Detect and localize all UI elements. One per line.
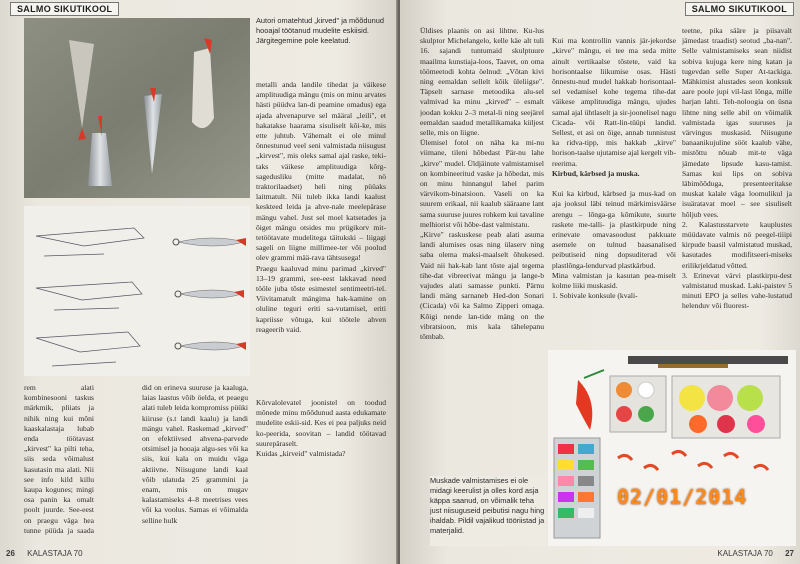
bottom-photo-caption: Muskade valmistamises ei ole midagi keerulist ja olles kord asja käppa saanud, on võimalik teha just niisuguseid peibutisi nagu hing ihaldab. Pildil vajalikud tööriistad ja materjalid.	[430, 476, 546, 546]
sketch-lure-2	[175, 290, 244, 298]
right-magazine-name: KALASTAJA 70	[717, 549, 773, 558]
left-column-3: Kõrvalolevatel joonistel on toodud mõnede minu mõõdunud aasta edukamate mudelite eskii-sid. Kes ei pea paljuks neid ko-peerida, soovitan – landid töötavad suurepäraselt. Kuidas „kirveid" valmistada?	[256, 398, 386, 459]
right-column-3: teetne, pika sääre ja piisavalt jämedast traadist) seotud „ba-nan". Selle valmistamiseks sean niidist sobiva kujuga kere ning katan ja tugevdan selle Super At-tackiga. Mähkimist alustades seon konksuk aare poole jupi vil-last lõnga, mille harjan lahti. Teh-noloogia on üsna lihtne ning selle abil on võimalik valmistada igas suuruses ja värvingus muskasid. Niisugune banaanikujuline sööt kaalub vähe, mistõttu nõuab mit-te väga jämedate lipsude kasu-tamist. Samas kui lips on sobiva läbimõõduga, presenteeritakse muskat kalale väga loomulikul ja isuäratavat moel – see sisuliselt hõljub vees. 2. Kalastusstarvete kauplustes müüdavate valmis nö peegel-tiiipi kirpude baasil valmistatud muskad, kasutades modifitseeri-miseks erilikrjeldatud võtted. 3. Erinevat värvi plastkirpu-dest valmistatud muskad. Laki-paistev 5 minuti EPO ja selles vahe-lustatud helenduv või fluorest-	[682, 26, 792, 311]
sketch-lure-3	[175, 342, 246, 350]
right-page	[400, 0, 800, 564]
right-column-1: Üldises plaanis on asi lihtne. Ku-lus skulptor Michelangelo, kelle käe alt tuli 16. sajandi tuntumaid skulptuure maailma kunstiaja-loos, Taavet, on oma töömeetodi kohta öelnud: „Võtan kivi ning eemaldan sellelt kõik üleliigse". Täpselt sarnase metoodika alu-sel valmivad ka minu „kirved" – esmalt joodan kokku 2–3 metal-li ning seejärel eemaldan saadud metallikamaka küljest selle, mis on liigne. Ülemisel fotol on näha ka mi-nu viimane, tileni hõbedast Pär-nu lahe „kirve" mudel. Üldjäinute valmistamisel on kombineeritud vaske ja hõbedat, mis on minu hinnangul lahel parim värvikom-binatsioon. Vaseli on ka suurem erikaal, nii kaalub sääraane lant sama suuruse juures rohkem kui tavaline melhiorist või hõbe-dast valmistatu. „Kirve" raskuskese peab alati asuma landi alumises osas ning ülaserv ning saba olema maksi-maalselt õhukesed. Vaid nii hak-kab lant tõste ajal tegema tihe-dat vibreerivat mängu ja lange-b vajudes alati samasse punkti. Pärnu landi mäng sarnaneb Hed-don Sonari (Cicada) või ka Salmo Zipperi omaga. Kõigi nende lan-tide mäng on the vibratsioon, mis kala tähelepanu tõmbab.	[420, 26, 544, 342]
left-footer	[6, 549, 83, 558]
right-page-number: 27	[785, 549, 794, 558]
materials-photo	[548, 350, 796, 546]
section-header-right: SALMO SIKUTIKOOL	[685, 2, 794, 16]
sketch-lure-1	[173, 238, 246, 246]
right-column-2	[552, 26, 676, 348]
camera-date-stamp: 02/01/2014	[617, 485, 748, 509]
lures-photo	[24, 18, 250, 198]
left-page	[0, 0, 398, 564]
left-column-2: did on erineva suuruse ja kaaluga, laias laastus võib öelda, et peaegu alati tuleb leida kompromiss püüki kiiruse (s.t landi kaalu) ja landi mängu vahel. Raskemad „kirved" on efektiivsed ahvena-parvede otsimisel ja hooaja algu-ses või ka siis, kui kala on muidu väga aktiivne. Niisugune landi kaal võib ulatuda 25 grammini ja enam, mis on mugav kalastamiseks 4–8 meetrises vees või ka voolus. Samas ei võimalda selline hulk	[142, 383, 248, 525]
lure-sketches	[24, 206, 250, 376]
left-column-1: rem alati kombinesooni taskus märkmik, pliiats ja nihik ning kui mõni kaaskalastaja lubab enda töötavast „kirvest" ka pilti teha, siis seda võimalust kasutasin ma alati. Nii see info kild killu kaupa kogunes; mingi osa panin ka omalt poolt juurde. See-eest on praegu väga hea tunne püüda ja saada	[24, 383, 94, 535]
left-column-right: metalli anda landile tihedat ja väikese amplituudiga mängu (mis on minu arvates hästi püüdva lan-di peamine omadus) ega ajada ahvenapurve sel määral „leili", et hakatakse haarama sisuliselt kõi-ke, mis ette juhtub. Vähemalt ei ole minul õnnestunud veel seni valmistada niisugust „kirvest", mis oleks samal ajal raske, teki-taks väikese amplituudiga kõrg-sagedusliku (mitte madalat, nö traktorilaadset) heli ning püüaks laitmatult. Nii tuleb ikka landi kaalust keskteed leida ja ahve-nale meelepärase mängu vahel. Just sel moel katsetades ja õiget mängu otsides mu prügikorv mit-tetöötavate mudelitega täitukski – liigagi sageli on liigne millimee-ter või poolud olev grammi mää-rava tähtsusega! Praegu kaaluvad minu parimad „kirved" 13–19 grammi, see-eest lakkavad need tööle juba tõste esimestel sentimeetri-tel. Viivitamatult mängima hak-kamine on oluline teguri eriti sa-vutamisel, eriti kapriisse võtuga, kui töötele ahven reageerib vaid.	[256, 80, 386, 334]
right-footer	[717, 549, 794, 558]
top-photo-caption: Autori omatehtud „kirved" ja mõõdunud hooajal töötanud mudelite eskiisid. Järgitegemine pole keelatud.	[256, 16, 384, 45]
left-page-number: 26	[6, 549, 15, 558]
right-column-2-bottom: Kui ka kirbud, kärbsed ja mus-kad on aja jooksul läbi teinud märkimisväärse arengu – lõnga-ga kõmikute, suurte raskete me-talli- ja plastkirpude ning erinevate omavasoodust pakkuate asemele on tulnud baasanalised peibutiseid ning dopsuditerad või plastlõnga-lendurvad plastkärbud. Mina valmistan ja kasutan pea-miselt kolme liiki muskasid. 1. Sobivale konksule (kvali-	[552, 189, 676, 301]
section-header-left: SALMO SIKUTIKOOL	[10, 2, 119, 16]
paint-tray-left	[610, 376, 666, 432]
bead-box	[554, 438, 600, 538]
left-magazine-name: KALASTAJA 70	[27, 549, 83, 558]
subheading-muskad: Kirbud, kärbsed ja muska.	[552, 168, 640, 178]
right-column-2-top: Kui ma kontrollin vannis jär-jekordse „kirve" mängu, ei tee ma seda mitte ainult vertikaalse tõstete, vaid ka horisontaalse liikumise osas. Hästi õnnestu-nud mudel hakkab horisontaal-sel vedamisel kohe tegema tihe-dat väikese amplituudiga mängu, ujudes samal ajal ühtlaselt ja sir-joonelisel nagu Cicada- või Ratt-lin-tüüpi landid. Sellest, et asi on õige, annab tunnistust ka ridva-tipp, mis hakkab „kirve" horison-taalse ujutamise ajal kergelt vib-reerima.	[552, 36, 676, 168]
paint-tray-right	[672, 376, 780, 438]
